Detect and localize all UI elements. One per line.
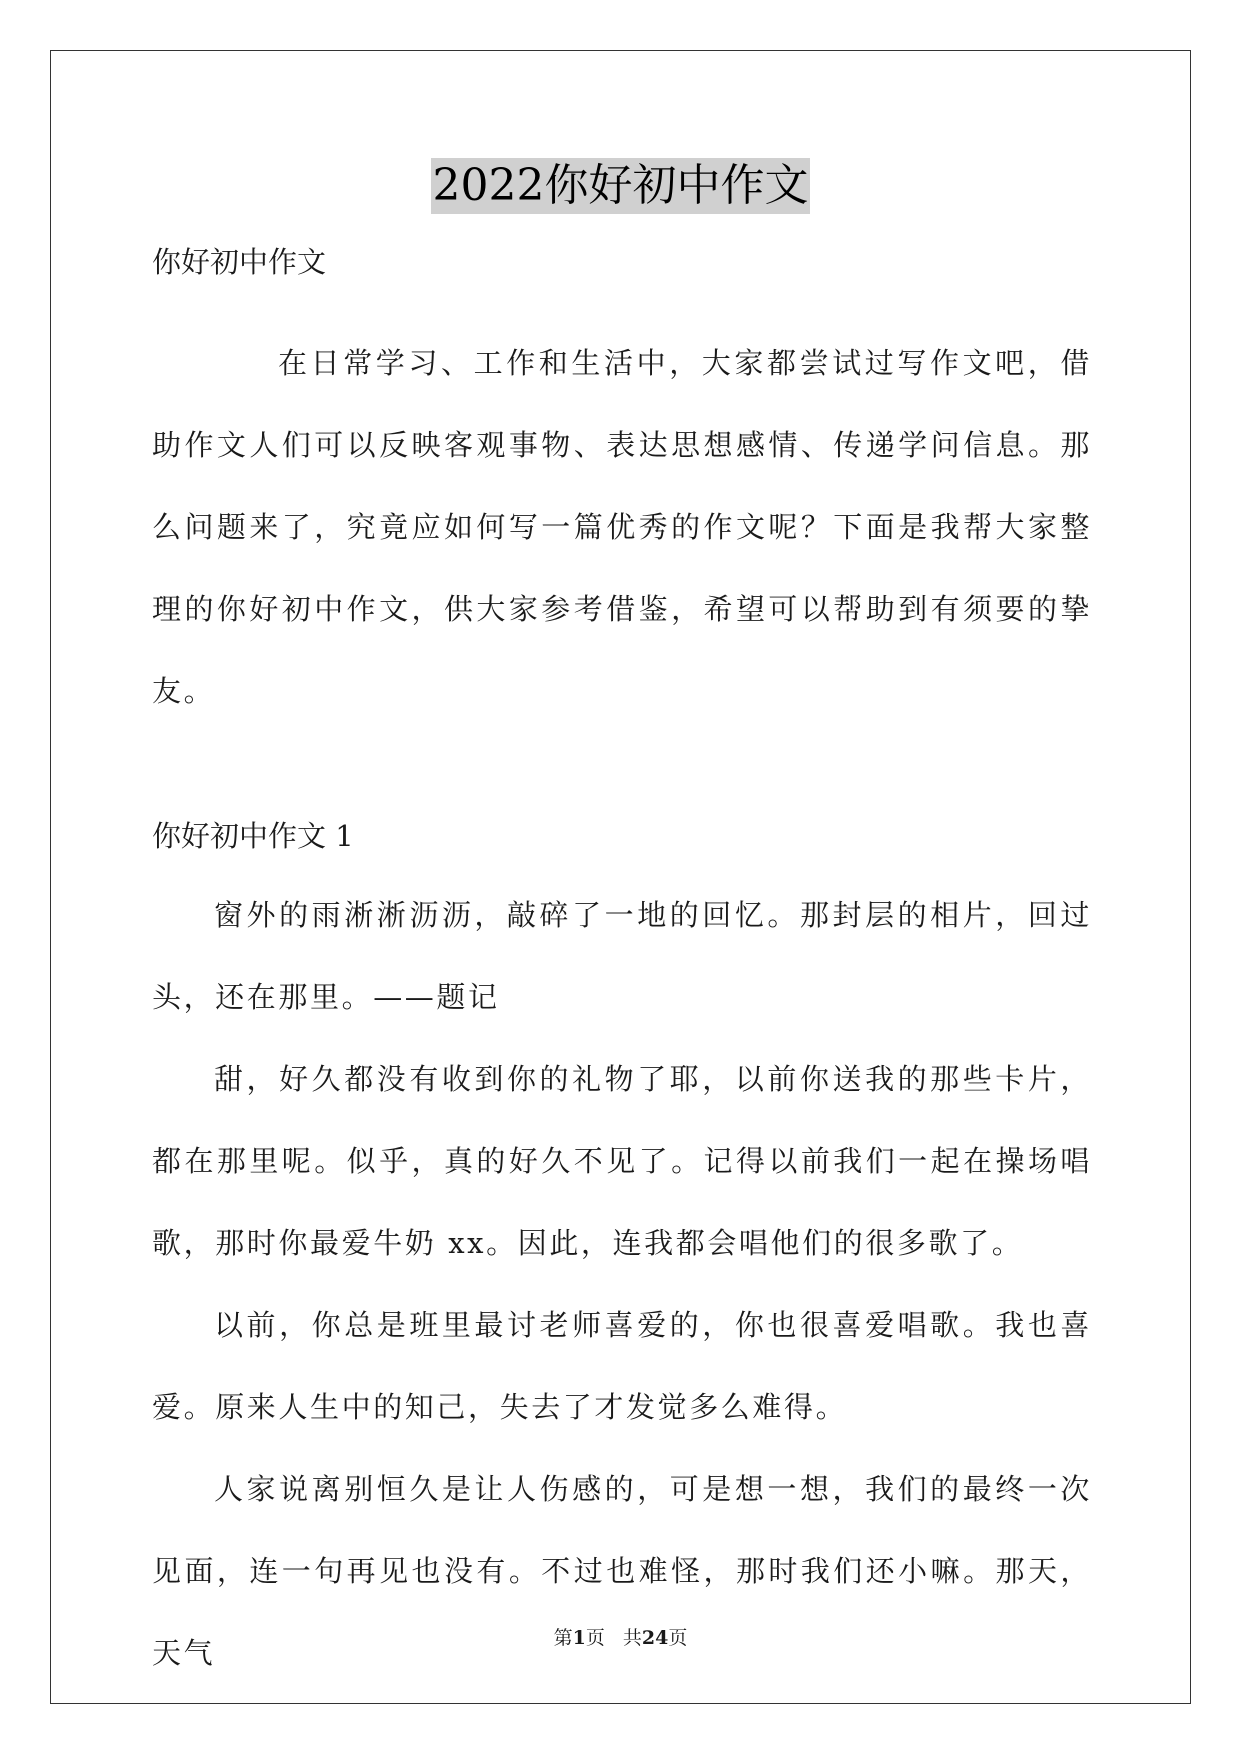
page-prefix: 第 <box>553 1627 573 1649</box>
body-paragraph: 窗外的雨淅淅沥沥，敲碎了一地的回忆。那封层的相片，回过头，还在那里。——题记 <box>152 898 1092 1014</box>
total-prefix: 共 <box>622 1627 642 1649</box>
document-title: 2022你好初中作文 <box>431 158 811 214</box>
title-container <box>0 158 1241 214</box>
page-number: 1 <box>572 1627 586 1649</box>
subtitle: 你好初中作文 <box>152 245 327 279</box>
section-spacer <box>152 732 1092 806</box>
page-footer <box>0 1626 1241 1650</box>
total-pages: 24 <box>641 1627 669 1649</box>
total-suffix: 页 <box>668 1627 688 1649</box>
page-suffix: 页 <box>585 1627 605 1649</box>
section-heading: 你好初中作文 1 <box>152 819 354 853</box>
document-body <box>152 232 1092 1694</box>
body-paragraph: 人家说离别恒久是让人伤感的，可是想一想，我们的最终一次见面，连一句再见也没有。不过也难怪，那时我们还小嘛。那天，天气 <box>152 1472 1092 1670</box>
body-paragraph: 甜，好久都没有收到你的礼物了耶，以前你送我的那些卡片，都在那里呢。似乎，真的好久不见了。记得以前我们一起在操场唱歌，那时你最爱牛奶 xx。因此，连我都会唱他们的很多歌了。 <box>152 1062 1092 1260</box>
intro-paragraph: 在日常学习、工作和生活中，大家都尝试过写作文吧，借助作文人们可以反映客观事物、表达思想感情、传递学问信息。那么问题来了，究竟应如何写一篇优秀的作文呢？下面是我帮大家整理的你好初中作文，供大家参考借鉴，希望可以帮助到有须要的挚友。 <box>152 346 1092 708</box>
body-paragraph: 以前，你总是班里最讨老师喜爱的，你也很喜爱唱歌。我也喜爱。原来人生中的知己，失去了才发觉多么难得。 <box>152 1308 1092 1424</box>
